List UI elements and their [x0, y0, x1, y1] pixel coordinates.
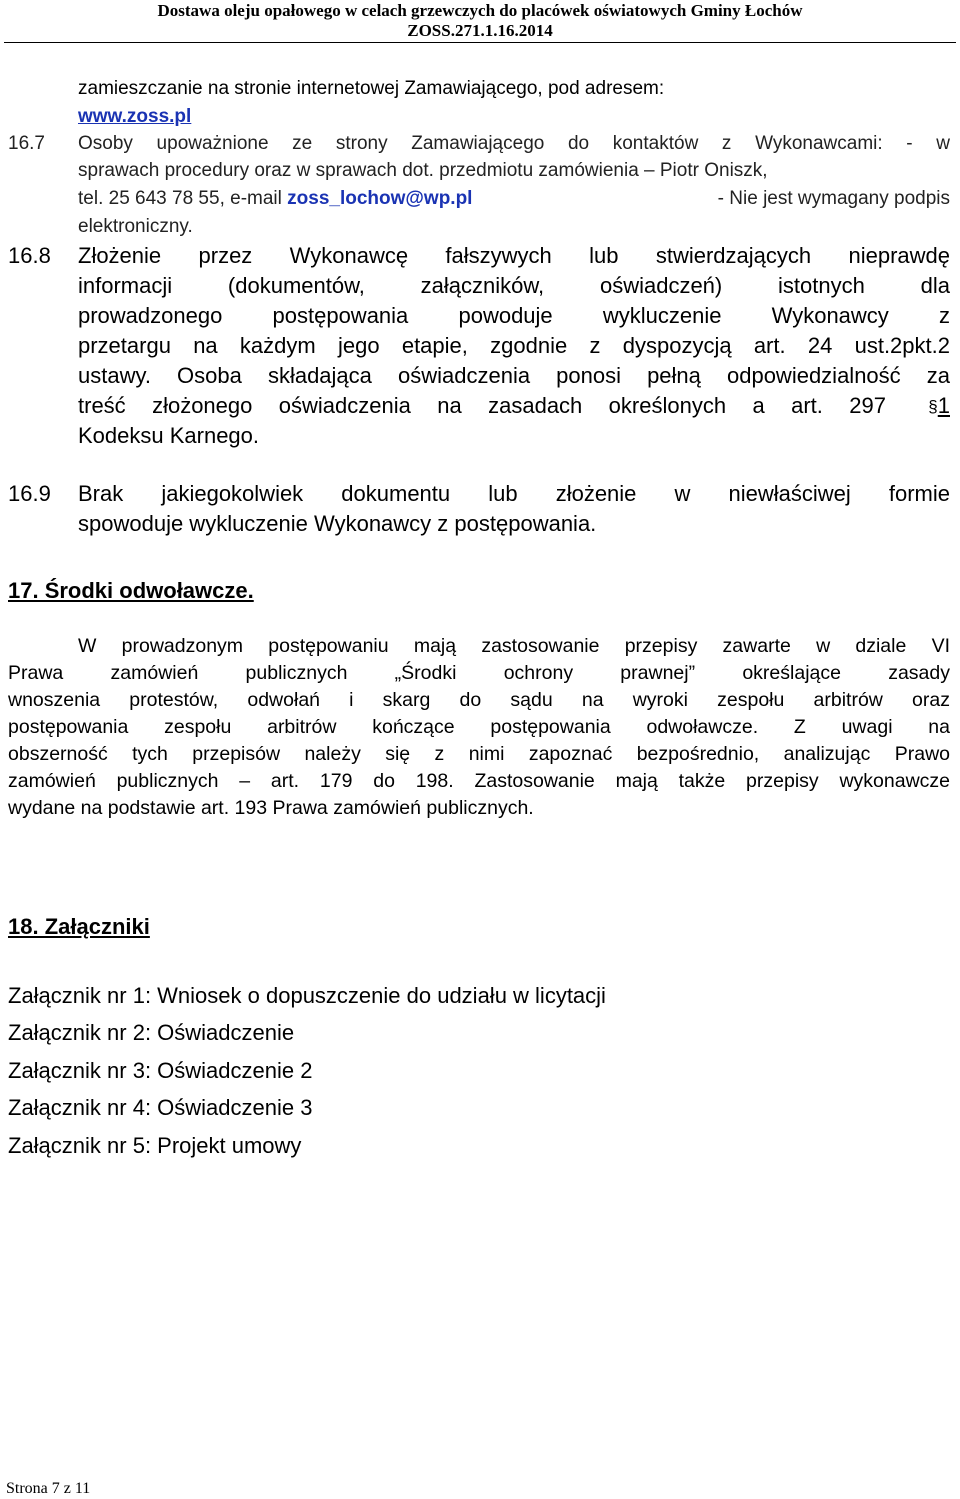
- signature-note: - Nie jest wymagany podpis: [717, 188, 950, 209]
- section-17-line-7: wydane na podstawie art. 193 Prawa zamówień publicznych.: [8, 797, 534, 819]
- website-link[interactable]: www.zoss.pl: [78, 106, 192, 127]
- item-16-8-line-3: prowadzonego postępowania powoduje wykluczenie Wykonawcy z: [78, 303, 950, 328]
- section-17-heading: 17. Środki odwoławcze.: [8, 578, 254, 603]
- item-16-7-line-3: [78, 188, 950, 210]
- section-17-line-2: Prawa zamówień publicznych „Środki ochrony prawnej” określające zasady: [8, 662, 950, 684]
- item-number-16-8: 16.8: [8, 243, 51, 268]
- item-16-8-line-4: przetargu na każdym jego etapie, zgodnie z dyspozycją art. 24 ust.2pkt.2: [78, 333, 950, 358]
- section-17-line-4: postępowania zespołu arbitrów kończące postępowania odwoławcze. Z uwagi na: [8, 716, 950, 738]
- attachment-item: Załącznik nr 5: Projekt umowy: [8, 1133, 302, 1158]
- section-18-heading: 18. Załączniki: [8, 914, 150, 939]
- item-16-9-line-2: spowoduje wykluczenie Wykonawcy z postępowania.: [78, 511, 597, 536]
- section-17-line-3: wnoszenia protestów, odwołań i skarg do sądu na wyroki zespołu arbitrów oraz: [8, 689, 950, 711]
- document-header-title: Dostawa oleju opałowego w celach grzewczych do placówek oświatowych Gminy Łochów: [157, 1, 803, 20]
- header-divider: [4, 42, 956, 43]
- section-17-line-6: zamówień publicznych – art. 179 do 198. Zastosowanie mają także przepisy wykonawcze: [8, 770, 950, 792]
- section-sign: §: [928, 397, 938, 416]
- document-header-reference: ZOSS.271.1.16.2014: [407, 21, 553, 40]
- item-16-7-line-4: elektroniczny.: [78, 216, 193, 237]
- item-16-9-line-1: Brak jakiegokolwiek dokumentu lub złożenie w niewłaściwej formie: [78, 481, 950, 506]
- item-16-8-line-5: ustawy. Osoba składająca oświadczenia ponosi pełną odpowiedzialność za: [78, 363, 950, 388]
- attachment-item: Załącznik nr 4: Oświadczenie 3: [8, 1095, 313, 1120]
- item-number-16-7: 16.7: [8, 133, 45, 154]
- item-number-16-9: 16.9: [8, 481, 51, 506]
- continuation-text: zamieszczanie na stronie internetowej Zamawiającego, pod adresem:: [78, 78, 665, 99]
- item-16-8-line-1: Złożenie przez Wykonawcę fałszywych lub stwierdzających nieprawdę: [78, 243, 950, 268]
- attachment-item: Załącznik nr 1: Wniosek o dopuszczenie do udziału w licytacji: [8, 983, 606, 1008]
- item-16-7-line-1: Osoby upoważnione ze strony Zamawiającego do kontaktów z Wykonawcami: - w: [78, 133, 950, 154]
- section-17-line-1: W prowadzonym postępowaniu mają zastosowanie przepisy zawarte w dziale VI: [78, 635, 950, 657]
- attachment-item: Załącznik nr 3: Oświadczenie 2: [8, 1058, 313, 1083]
- section-17-line-5: obszerność tych przepisów należy się z nimi zapoznać bezpośrednio, analizując Prawo: [8, 743, 950, 765]
- contact-phone-text: tel. 25 643 78 55, e-mail: [78, 188, 282, 209]
- section-number: 1: [937, 393, 950, 418]
- item-16-7-line-2: sprawach procedury oraz w sprawach dot. przedmiotu zamówienia – Piotr Oniszk,: [78, 160, 768, 181]
- item-16-8-line-7: Kodeksu Karnego.: [78, 423, 260, 448]
- url-line: [78, 106, 191, 128]
- item-16-8-line-6: [78, 393, 950, 419]
- page-number: Strona 7 z 11: [6, 1480, 91, 1497]
- legal-reference: [886, 393, 950, 419]
- email-link[interactable]: zoss_lochow@wp.pl: [287, 188, 473, 209]
- item-16-8-line-2: informacji (dokumentów, załączników, oświadczeń) istotnych dla: [78, 273, 950, 298]
- attachment-item: Załącznik nr 2: Oświadczenie: [8, 1020, 295, 1045]
- item-16-8-line-6-text: treść złożonego oświadczenia na zasadach określonych a art. 297: [78, 393, 886, 418]
